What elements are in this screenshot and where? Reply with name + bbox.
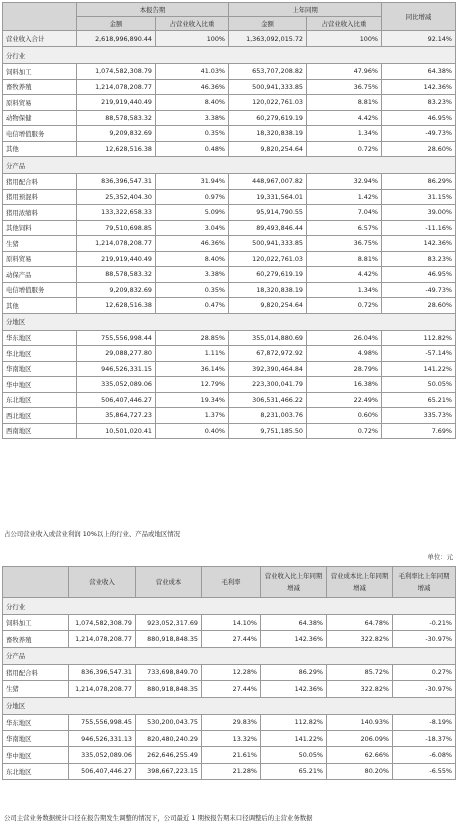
table-row (3, 730, 456, 746)
row-label: 西北地区 (3, 408, 77, 424)
row-label: 电信增值服务 (3, 282, 77, 298)
cell-cost: 262,646,255.49 (136, 747, 202, 763)
table-row (3, 95, 456, 111)
table-row (3, 298, 456, 314)
header-current-period: 本报告期 (77, 3, 229, 17)
cell-pri-amt: 9,751,185.50 (229, 423, 307, 439)
cell-pri-pct: 0.72% (307, 141, 382, 157)
cell-cur-amt: 1,214,078,208.77 (77, 79, 156, 95)
cell-pri-pct: 7.04% (307, 205, 382, 221)
cell-rev: 335,052,089.06 (69, 747, 136, 763)
cell-cost-yoy: 322.82% (327, 681, 393, 697)
row-label: 华中地区 (3, 377, 77, 393)
cell-gm-yoy: -30.97% (393, 631, 456, 647)
cell-yoy: 83.23% (382, 251, 456, 267)
row-label: 猪用预混料 (3, 189, 77, 205)
cell-pri-pct: 8.81% (307, 95, 382, 111)
cell-cost-yoy: 64.78% (327, 615, 393, 631)
cell-pri-amt: 9,820,254.64 (229, 298, 307, 314)
cell-cost: 530,200,043.75 (136, 714, 202, 730)
cell-cur-pct: 0.97% (156, 189, 229, 205)
cell-cur-amt: 836,396,547.31 (77, 174, 156, 190)
cell-cur-amt: 9,209,832.69 (77, 282, 156, 298)
note-over-10-percent: 占公司营业收入或营业利润 10%以上的行业、产品或地区情况 (4, 530, 181, 538)
table-row (3, 236, 456, 252)
cell-cur-amt: 335,052,089.06 (77, 377, 156, 393)
cell-pri-amt: 120,022,761.03 (229, 95, 307, 111)
cell-rev-yoy: 112.82% (261, 714, 327, 730)
section-title: 分产品 (3, 157, 456, 174)
cell-yoy: 46.95% (382, 267, 456, 283)
major-business-table (2, 566, 456, 780)
table-row (3, 423, 456, 439)
cell-yoy: 335.73% (382, 408, 456, 424)
cell-pri-pct: 47.96% (307, 64, 382, 80)
cell-cur-amt: 946,526,331.15 (77, 361, 156, 377)
cell-yoy: 86.29% (382, 174, 456, 190)
row-label: 华中地区 (3, 747, 69, 763)
cell-rev-yoy: 142.36% (261, 681, 327, 697)
table-row (3, 714, 456, 730)
cell-gm: 14.10% (202, 615, 261, 631)
cell-cost: 923,052,317.69 (136, 615, 202, 631)
cell-rev-yoy: 64.38% (261, 615, 327, 631)
table-row (3, 631, 456, 647)
cell-rev: 755,556,998.45 (69, 714, 136, 730)
cell-cost: 733,698,849.70 (136, 664, 202, 680)
cell-rev: 946,526,331.13 (69, 730, 136, 746)
section-title: 分行业 (3, 598, 456, 615)
table-row (3, 747, 456, 763)
cell-gm: 27.44% (202, 681, 261, 697)
cell-yoy: 141.22% (382, 361, 456, 377)
cell-pri-amt: 89,493,846.44 (229, 220, 307, 236)
cell-cur-amt: 12,628,516.38 (77, 141, 156, 157)
table-row (3, 205, 456, 221)
cell-rev: 506,407,446.27 (69, 763, 136, 779)
table-row (3, 615, 456, 631)
cell-yoy: 83.23% (382, 95, 456, 111)
cell-pri-amt: 9,820,254.64 (229, 141, 307, 157)
row-label: 其他 (3, 298, 77, 314)
cell-yoy: -49.73% (382, 126, 456, 142)
cell-pri-amt: 500,941,333.85 (229, 79, 307, 95)
cell-yoy: 28.60% (382, 141, 456, 157)
cell-cur-pct: 0.35% (156, 282, 229, 298)
row-label: 其他饲料 (3, 220, 77, 236)
cell-cur-amt: 79,510,698.85 (77, 220, 156, 236)
cell-cost: 880,918,848.35 (136, 681, 202, 697)
unit-label: 单位：元 (427, 553, 453, 561)
table-row (3, 330, 456, 346)
cell-pri-pct: 4.42% (307, 267, 382, 283)
cell-cur-pct: 19.34% (156, 392, 229, 408)
cell-yoy: 46.95% (382, 110, 456, 126)
cell-pri-amt: 448,967,007.82 (229, 174, 307, 190)
row-label: 华南地区 (3, 730, 69, 746)
cell-gm: 21.28% (202, 763, 261, 779)
row-label: 生猪 (3, 236, 77, 252)
cell-gm: 29.83% (202, 714, 261, 730)
section-title: 分地区 (3, 697, 456, 714)
cell-rev: 1,214,078,208.77 (69, 631, 136, 647)
cell-pri-amt: 18,320,838.19 (229, 126, 307, 142)
cell-pri-amt: 18,320,838.19 (229, 282, 307, 298)
cell-pri-pct: 8.81% (307, 251, 382, 267)
table-row (3, 251, 456, 267)
cell-cost: 820,480,240.29 (136, 730, 202, 746)
cell-yoy: 142.36% (382, 236, 456, 252)
table-row (3, 64, 456, 80)
cell-cur-amt: 29,088,277.80 (77, 346, 156, 362)
t2-header-revenue-yoy: 营业收入比上年同期增减 (261, 567, 327, 598)
row-label: 原料贸易 (3, 95, 77, 111)
cell-cur-amt: 10,501,020.41 (77, 423, 156, 439)
cell-pri-pct: 0.72% (307, 298, 382, 314)
cell-cur-amt: 88,578,583.32 (77, 267, 156, 283)
header-yoy: 同比增减 (382, 3, 456, 31)
row-label: 动物保健 (3, 110, 77, 126)
cell-cost-yoy: 80.20% (327, 763, 393, 779)
cell-rev: 836,396,547.31 (69, 664, 136, 680)
cell-cur-amt: 219,919,440.49 (77, 95, 156, 111)
table-row (3, 664, 456, 680)
section-header (3, 647, 456, 664)
cell-pri-amt: 60,279,619.19 (229, 110, 307, 126)
cell-cur-amt: 219,919,440.49 (77, 251, 156, 267)
table-row (3, 110, 456, 126)
cell-yoy: -57.14% (382, 346, 456, 362)
cell-cur-amt: 35,864,727.23 (77, 408, 156, 424)
cell-cost: 398,667,223.15 (136, 763, 202, 779)
section-header (3, 697, 456, 714)
row-label: 其他 (3, 141, 77, 157)
cell-cur-pct: 3.38% (156, 267, 229, 283)
cell-cost: 880,918,848.35 (136, 631, 202, 647)
row-label: 营业收入合计 (3, 31, 77, 47)
cell-gm-yoy: -30.97% (393, 681, 456, 697)
section-title: 分产品 (3, 647, 456, 664)
cell-pri-pct: 36.75% (307, 236, 382, 252)
table-row (3, 126, 456, 142)
section-header (3, 313, 456, 330)
header-prior-amount: 金额 (229, 17, 307, 31)
cell-cur-amt: 133,322,658.33 (77, 205, 156, 221)
revenue-composition-table (2, 2, 456, 439)
table-row (3, 681, 456, 697)
row-label: 猪用配合料 (3, 174, 77, 190)
cell-pri-pct: 0.72% (307, 423, 382, 439)
row-label: 饲料加工 (3, 615, 69, 631)
cell-yoy: 65.21% (382, 392, 456, 408)
cell-pri-amt: 67,872,972.92 (229, 346, 307, 362)
note-caliber-adjustment: 公司主营业务数据统计口径在报告期发生调整的情况下，公司最近 1 期按报告期末口径调整后的主营业务数据 (4, 814, 313, 822)
cell-pri-pct: 6.57% (307, 220, 382, 236)
cell-yoy: 142.36% (382, 79, 456, 95)
cell-cur-pct: 0.48% (156, 141, 229, 157)
row-label: 生猪 (3, 681, 69, 697)
cell-cur-pct: 100% (156, 31, 229, 47)
cell-yoy: -49.73% (382, 282, 456, 298)
cell-cur-pct: 46.36% (156, 79, 229, 95)
table-row (3, 377, 456, 393)
cell-pri-amt: 8,231,003.76 (229, 408, 307, 424)
cell-cur-amt: 25,352,404.30 (77, 189, 156, 205)
cell-pri-amt: 223,300,041.79 (229, 377, 307, 393)
cell-cur-pct: 3.38% (156, 110, 229, 126)
table-row (3, 79, 456, 95)
cell-yoy: 39.00% (382, 205, 456, 221)
cell-cur-amt: 9,209,832.69 (77, 126, 156, 142)
table-row (3, 282, 456, 298)
cell-cur-pct: 36.14% (156, 361, 229, 377)
row-label: 东北地区 (3, 392, 77, 408)
section-title: 分行业 (3, 47, 456, 64)
cell-cur-pct: 28.85% (156, 330, 229, 346)
row-label: 动保产品 (3, 267, 77, 283)
header-prior-period: 上年同期 (229, 3, 382, 17)
cell-cur-pct: 5.09% (156, 205, 229, 221)
cell-cur-amt: 1,074,582,308.79 (77, 64, 156, 80)
cell-gm-yoy: -6.08% (393, 747, 456, 763)
cell-cur-pct: 0.40% (156, 423, 229, 439)
cell-rev-yoy: 141.22% (261, 730, 327, 746)
cell-pri-pct: 4.42% (307, 110, 382, 126)
cell-cur-pct: 8.40% (156, 95, 229, 111)
row-label: 畜牧养殖 (3, 631, 69, 647)
row-label: 东北地区 (3, 763, 69, 779)
table-row (3, 346, 456, 362)
cell-pri-amt: 392,390,464.84 (229, 361, 307, 377)
cell-rev-yoy: 86.29% (261, 664, 327, 680)
cell-pri-amt: 355,014,880.69 (229, 330, 307, 346)
cell-yoy: 64.38% (382, 64, 456, 80)
section-header (3, 598, 456, 615)
cell-cur-pct: 8.40% (156, 251, 229, 267)
cell-pri-amt: 306,531,466.22 (229, 392, 307, 408)
cell-gm: 12.28% (202, 664, 261, 680)
cell-cost-yoy: 140.93% (327, 714, 393, 730)
cell-gm: 13.32% (202, 730, 261, 746)
cell-cur-amt: 506,407,446.27 (77, 392, 156, 408)
cell-yoy: 7.69% (382, 423, 456, 439)
cell-cur-amt: 88,578,583.32 (77, 110, 156, 126)
cell-cost-yoy: 206.09% (327, 730, 393, 746)
cell-gm-yoy: -0.21% (393, 615, 456, 631)
cell-cur-pct: 3.04% (156, 220, 229, 236)
cell-cur-pct: 1.11% (156, 346, 229, 362)
cell-pri-pct: 1.42% (307, 189, 382, 205)
cell-rev: 1,214,078,208.77 (69, 681, 136, 697)
cell-cur-amt: 2,618,996,890.44 (77, 31, 156, 47)
cell-gm-yoy: 0.27% (393, 664, 456, 680)
cell-pri-pct: 36.75% (307, 79, 382, 95)
cell-pri-amt: 60,279,619.19 (229, 267, 307, 283)
table-row (3, 141, 456, 157)
row-label: 电信增值服务 (3, 126, 77, 142)
cell-gm: 21.61% (202, 747, 261, 763)
t2-header-revenue: 营业收入 (69, 567, 136, 598)
row-label: 华南地区 (3, 361, 77, 377)
cell-pri-amt: 1,363,092,015.72 (229, 31, 307, 47)
header-current-share: 占营业收入比重 (156, 17, 229, 31)
cell-cur-pct: 46.36% (156, 236, 229, 252)
row-label: 猪用浓缩料 (3, 205, 77, 221)
section-header (3, 47, 456, 64)
table-row (3, 220, 456, 236)
t2-header-margin-yoy: 毛利率比上年同期增减 (393, 567, 456, 598)
cell-rev-yoy: 142.36% (261, 631, 327, 647)
cell-cur-pct: 0.47% (156, 298, 229, 314)
cell-pri-amt: 653,707,208.82 (229, 64, 307, 80)
cell-pri-amt: 120,022,761.03 (229, 251, 307, 267)
cell-cur-amt: 755,556,998.44 (77, 330, 156, 346)
cell-cur-pct: 0.35% (156, 126, 229, 142)
table-row (3, 189, 456, 205)
row-label: 华东地区 (3, 714, 69, 730)
cell-cur-pct: 41.03% (156, 64, 229, 80)
cell-cur-pct: 31.94% (156, 174, 229, 190)
row-label: 原料贸易 (3, 251, 77, 267)
cell-yoy: 50.05% (382, 377, 456, 393)
t2-header-cost: 营业成本 (136, 567, 202, 598)
cell-pri-amt: 500,941,333.85 (229, 236, 307, 252)
row-label: 西南地区 (3, 423, 77, 439)
cell-rev-yoy: 65.21% (261, 763, 327, 779)
cell-yoy: 112.82% (382, 330, 456, 346)
cell-pri-pct: 1.34% (307, 126, 382, 142)
cell-rev-yoy: 50.05% (261, 747, 327, 763)
cell-cur-pct: 1.37% (156, 408, 229, 424)
cell-gm: 27.44% (202, 631, 261, 647)
row-label: 饲料加工 (3, 64, 77, 80)
row-label: 华北地区 (3, 346, 77, 362)
cell-yoy: -11.16% (382, 220, 456, 236)
row-label: 猪用配合料 (3, 664, 69, 680)
table-row (3, 408, 456, 424)
section-header (3, 157, 456, 174)
t2-header-blank (3, 567, 69, 598)
cell-pri-pct: 26.04% (307, 330, 382, 346)
row-label: 畜牧养殖 (3, 79, 77, 95)
cell-yoy: 28.60% (382, 298, 456, 314)
cell-pri-pct: 1.34% (307, 282, 382, 298)
header-prior-share: 占营业收入比重 (307, 17, 382, 31)
section-title: 分地区 (3, 313, 456, 330)
row-label: 华东地区 (3, 330, 77, 346)
cell-pri-amt: 95,914,790.55 (229, 205, 307, 221)
cell-pri-pct: 32.94% (307, 174, 382, 190)
total-row (3, 31, 456, 47)
table-row (3, 392, 456, 408)
t2-header-cost-yoy: 营业成本比上年同期增减 (327, 567, 393, 598)
cell-cost-yoy: 85.72% (327, 664, 393, 680)
table-row (3, 361, 456, 377)
cell-cost-yoy: 62.66% (327, 747, 393, 763)
cell-pri-pct: 28.79% (307, 361, 382, 377)
table-row (3, 763, 456, 779)
cell-gm-yoy: -8.19% (393, 714, 456, 730)
cell-cur-pct: 12.79% (156, 377, 229, 393)
cell-pri-amt: 19,331,564.01 (229, 189, 307, 205)
cell-cost-yoy: 322.82% (327, 631, 393, 647)
cell-pri-pct: 16.38% (307, 377, 382, 393)
header-current-amount: 金额 (77, 17, 156, 31)
cell-pri-pct: 4.98% (307, 346, 382, 362)
cell-gm-yoy: -6.55% (393, 763, 456, 779)
cell-cur-amt: 12,628,516.38 (77, 298, 156, 314)
cell-pri-pct: 22.49% (307, 392, 382, 408)
t2-header-gross-margin: 毛利率 (202, 567, 261, 598)
cell-yoy: 92.14% (382, 31, 456, 47)
cell-yoy: 31.15% (382, 189, 456, 205)
cell-gm-yoy: -18.37% (393, 730, 456, 746)
cell-pri-pct: 100% (307, 31, 382, 47)
cell-cur-amt: 1,214,078,208.77 (77, 236, 156, 252)
cell-rev: 1,074,582,308.79 (69, 615, 136, 631)
table-row (3, 267, 456, 283)
cell-pri-pct: 0.60% (307, 408, 382, 424)
table-row (3, 174, 456, 190)
header-blank (3, 3, 77, 31)
